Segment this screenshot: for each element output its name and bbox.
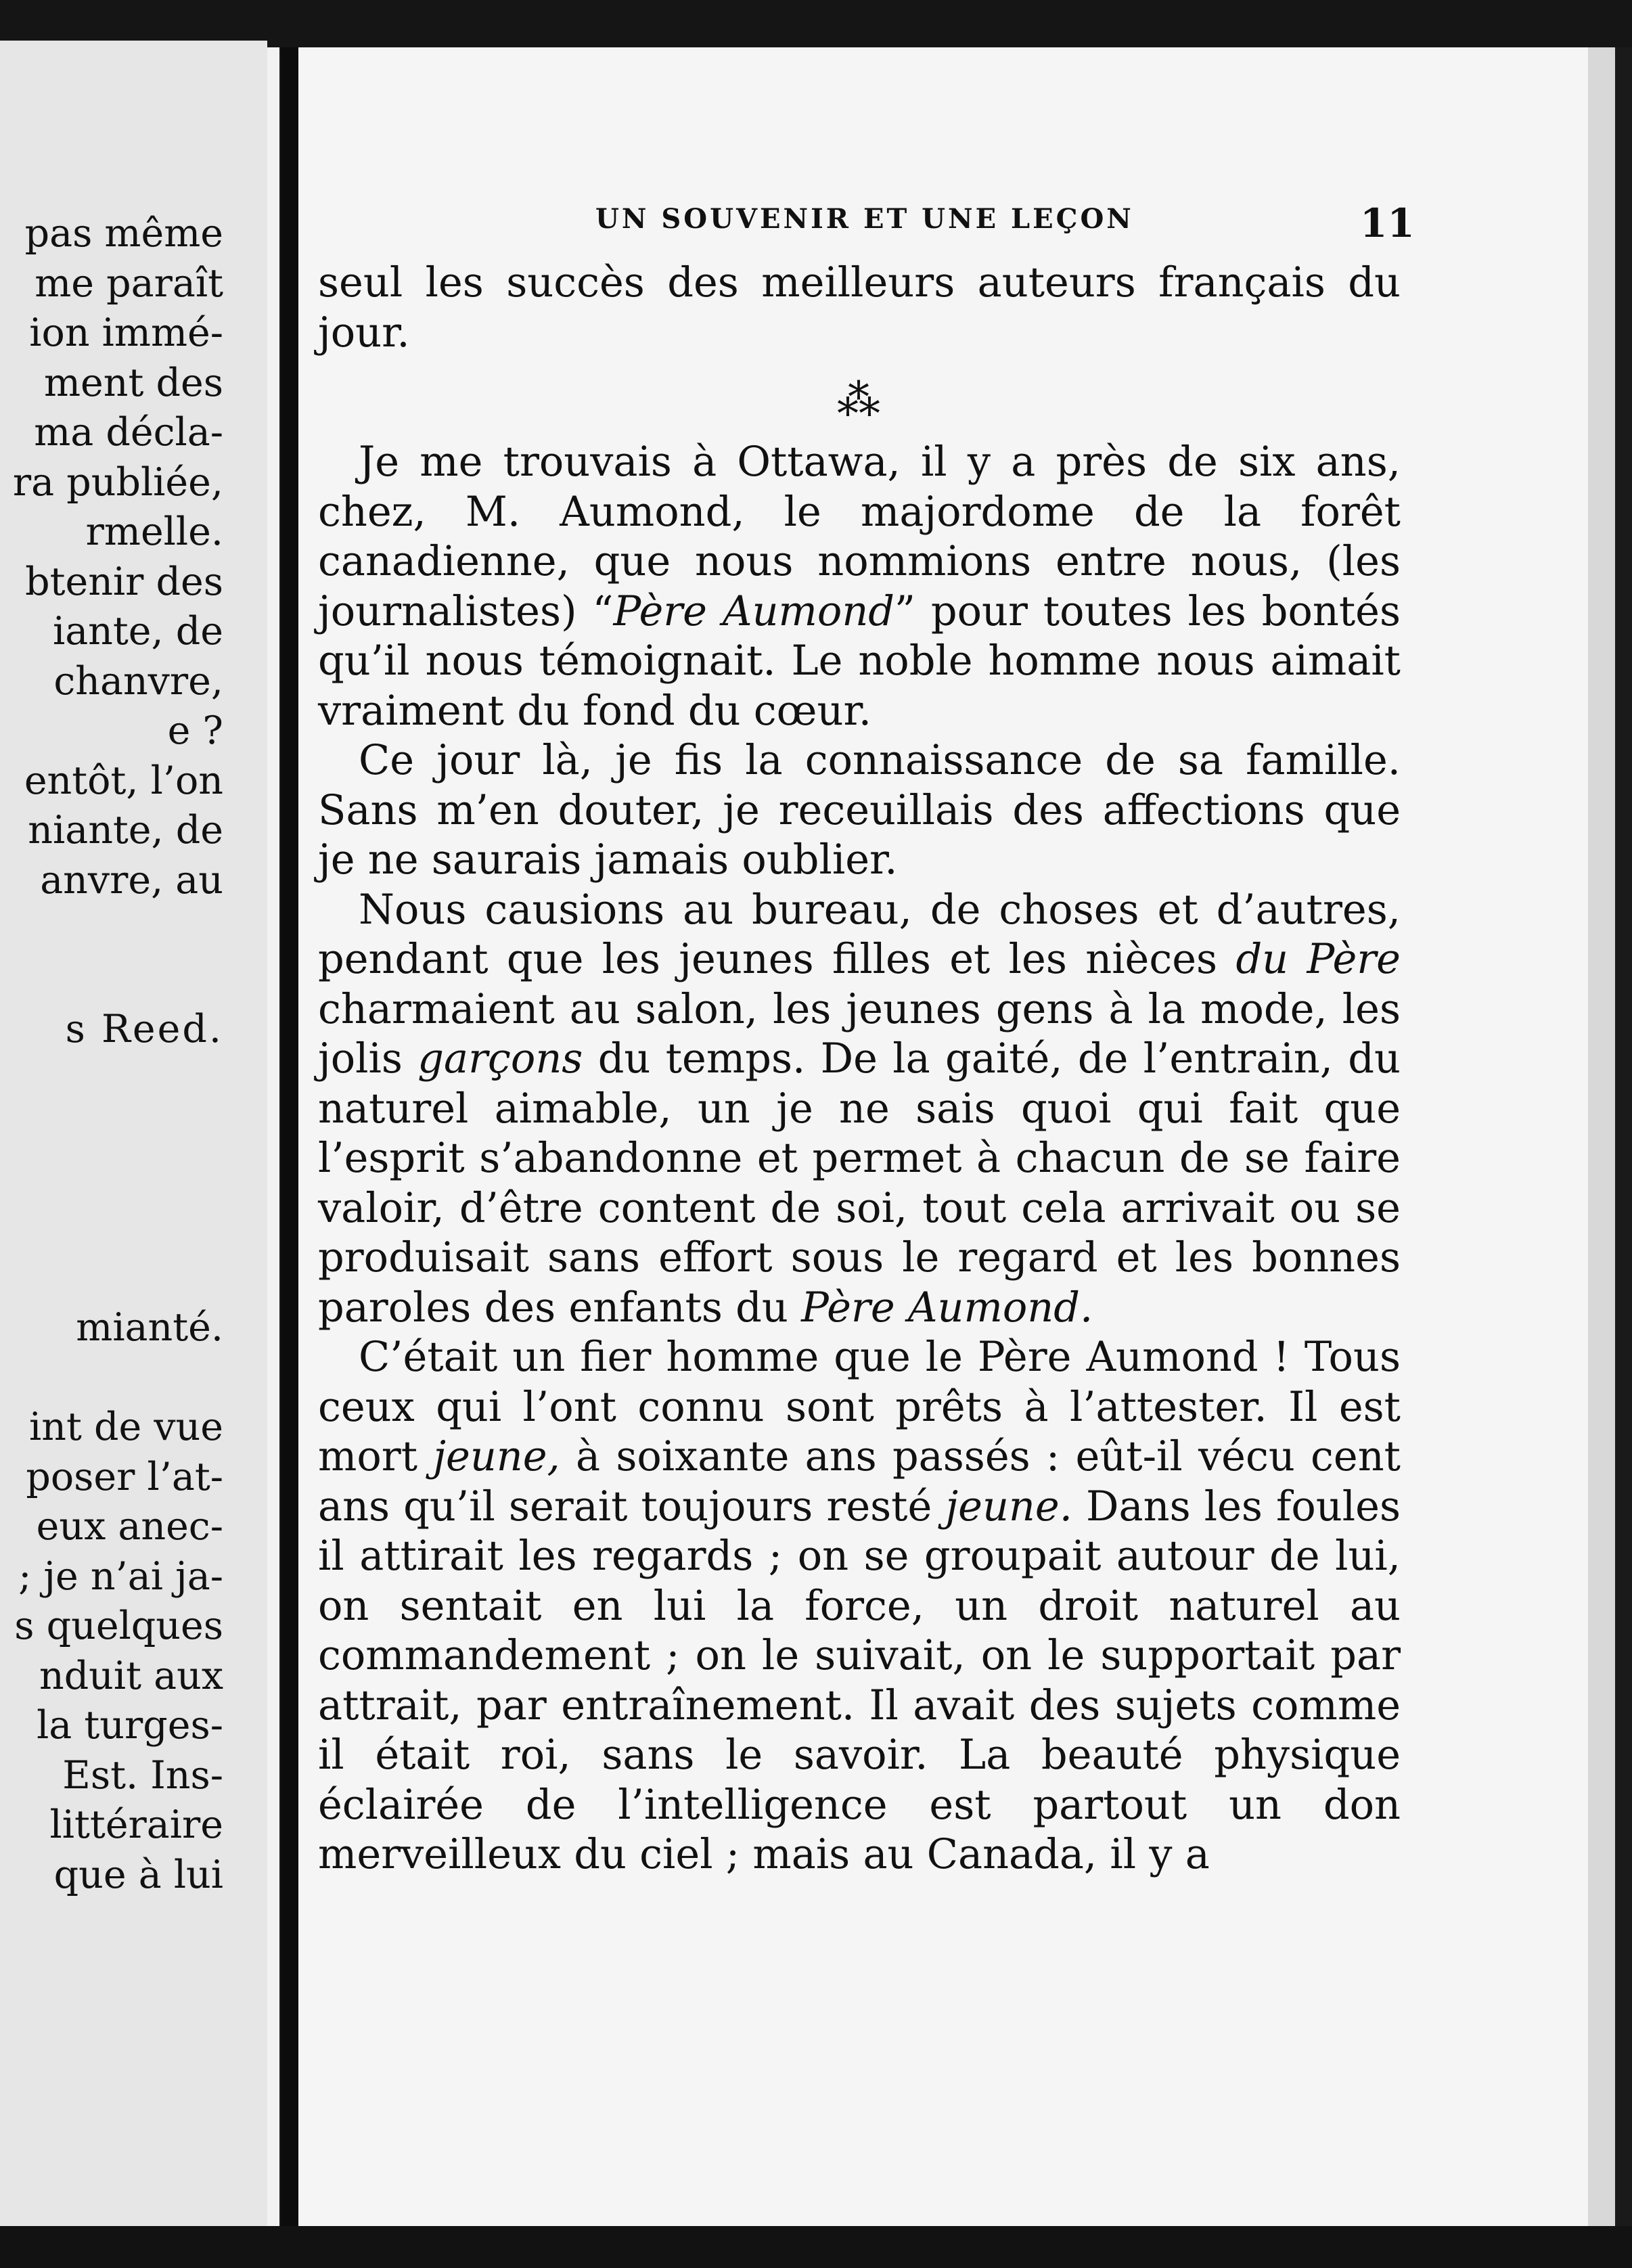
left-page-line: ; je n’ai ja- (18, 1553, 223, 1599)
left-page-line: int de vue (29, 1405, 223, 1449)
section-asterism: ⁂ (837, 376, 882, 426)
left-page-line: ma décla- (34, 410, 223, 455)
paragraph-continuation: seul les succès des meilleurs auteurs français du jour. (318, 259, 1401, 357)
left-page-line: iante, de (52, 609, 223, 654)
left-page-fragment (0, 41, 267, 2268)
gutter-divider (281, 47, 298, 2226)
left-page-line: littéraire (49, 1802, 223, 1847)
left-page-line: anvre, au (40, 857, 223, 903)
left-page-line: ion immé- (29, 311, 223, 355)
left-page-line: Est. Ins- (62, 1752, 223, 1798)
left-page-line: pas même (24, 211, 223, 256)
paragraph-3: Nous causions au bureau, de choses et d’autres, pendant que les jeunes filles et les nièces du Père charmaient au salon, les jeunes gens à la mode, les jolis garçons du temps. De la gaité, de l’entrain, du naturel aimable, un je ne sais quoi qui fait que l’esprit s’abandonne et permet à chacun de se faire valoir, d’être content de soi, tout cela arrivait ou se produisait sans effort sous le regard et les bonnes paroles des enfants du Père Aumond. (318, 886, 1401, 1332)
left-page-line: niante, de (28, 808, 223, 853)
running-title: UN SOUVENIR ET UNE LEÇON (595, 203, 1134, 235)
paragraph-1: Je me trouvais à Ottawa, il y a près de six ans, chez, M. Aumond, le majordome de la forêt canadienne, que nous nommions entre nous, (les journalistes) “Père Aumond” pour toutes les bontés qu’il nous témoignait. Le noble homme nous aimait vraiment du fond du cœur. (318, 438, 1401, 735)
scan-bottom-border (0, 2226, 1632, 2268)
paragraph-2: Ce jour là, je fis la connaissance de sa famille. Sans m’en douter, je receuillais des affections que je ne saurais jamais oublier. (318, 737, 1401, 884)
page-number: 11 (1360, 200, 1415, 246)
left-page-line: btenir des (25, 559, 223, 604)
left-page-line: s Reed. (65, 1007, 223, 1051)
left-page-edge (267, 47, 279, 2226)
left-page-line: que à lui (53, 1852, 223, 1897)
right-page-edge (1588, 47, 1615, 2226)
page-body-text (318, 258, 1401, 1880)
paragraph-4: C’était un fier homme que le Père Aumond ! Tous ceux qui l’ont connu sont prêts à l’attester. Il est mort jeune, à soixante ans passés : eût-il vécu cent ans qu’il serait toujours resté jeune. Dans les foules il attirait les regards ; on se groupait autour de lui, on sentait en lui la force, un droit naturel au commandement ; on le suivait, on le supportait par attrait, par entraînement. Il avait des sujets comme il était roi, sans le savoir. La beauté physique éclairée de l’intelligence est partout un don merveilleux du ciel ; mais au Canada, il y a (318, 1334, 1401, 1878)
left-page-line: mianté. (76, 1305, 223, 1350)
left-page-line: entôt, l’on (24, 758, 223, 803)
left-page-line: ra publiée, (12, 459, 223, 505)
left-page-line: la turges- (37, 1703, 223, 1748)
left-page-line: nduit aux (39, 1653, 223, 1698)
left-page-line: eux anec- (36, 1504, 223, 1549)
left-page-line: chanvre, (53, 658, 223, 704)
left-page-line: rmelle. (85, 509, 223, 554)
left-page-line: s quelques (14, 1604, 223, 1648)
left-page-line: me paraît (35, 260, 223, 306)
left-page-line: ment des (44, 360, 223, 405)
left-page-line: poser l’at- (26, 1454, 223, 1499)
left-page-line: e ? (167, 708, 223, 753)
